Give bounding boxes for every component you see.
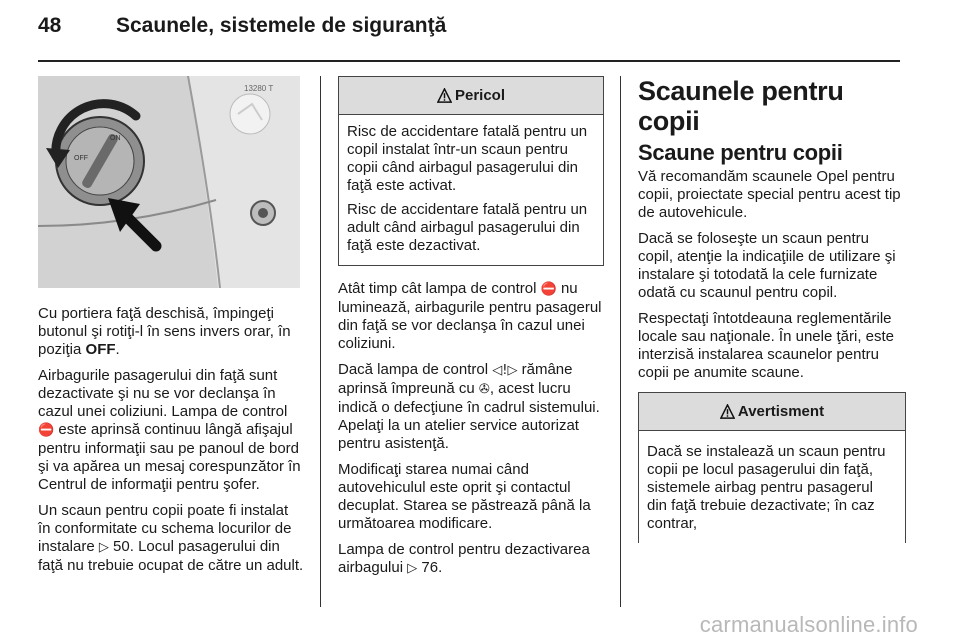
warning-triangle-icon	[720, 404, 735, 419]
illustration-code: 13280 T	[244, 84, 274, 93]
subsection-heading: Scaune pentru copii	[638, 140, 843, 165]
danger-paragraph-2: Risc de accidentare fatală pentru un adult când airbagul pasagerului din faţă este dezactivat.	[347, 201, 588, 254]
warning-box-body	[639, 431, 905, 543]
airbag-off-icon: ⛔	[38, 423, 55, 438]
col3-paragraph-2: Dacă se foloseşte un scaun pentru copil, atenţie la indicaţiile de utilizare şi instalare şi totodată la cele furnizate odată cu scaunul pentru copil.	[638, 230, 896, 301]
column-3	[638, 76, 906, 557]
col2-paragraph-3: Modificaţi starea numai când autovehiculul este oprit şi contactul decuplat. Starea se păstrează până la următoarea modificare.	[338, 461, 591, 532]
danger-box-body	[339, 115, 603, 265]
page-header	[38, 14, 446, 44]
header-rule	[38, 60, 900, 62]
warning-box-header	[639, 393, 905, 431]
page-ref-arrow-icon: ▷	[98, 540, 109, 555]
col2-paragraph-4: Lampa de control pentru dezactivarea airbagului ▷ 76.	[338, 541, 590, 576]
danger-box	[338, 76, 604, 266]
col1-paragraph-1: Cu portiera faţă deschisă, împingeţi butonul şi rotiţi-l în sens invers orar, în poziţia OFF.	[38, 305, 291, 358]
danger-paragraph-1: Risc de accidentare fatală pentru un copil instalat într-un scaun pentru copii când airbagul pasagerului din faţă este activat.	[347, 123, 588, 194]
off-position-label: OFF	[85, 341, 116, 358]
col3-paragraph-3: Respectaţi întotdeauna reglementările locale sau naţionale. În unele ţări, este interzisă instalarea scaunelor pentru copii pe anumite scaune.	[638, 310, 895, 381]
airbag-off-icon: ⛔	[540, 282, 557, 297]
col1-paragraph-3: Un scaun pentru copii poate fi instalat în conformitate cu schema locurilor de instalare ▷ 50. Locul pasagerului din faţă nu trebuie ocupat de către un adult.	[38, 502, 304, 574]
page-ref-arrow-icon: ▷	[407, 561, 418, 576]
page-number: 48	[38, 14, 62, 37]
page-ref-link[interactable]: 50	[113, 538, 130, 555]
col2-paragraph-2: Dacă lampa de control ◁!▷ rămâne aprinsă împreună cu ✇, acest lucru indică o defecţiune în cadrul sistemului. Apelaţi la un atelier service autorizat pentru asistenţă.	[338, 361, 600, 452]
warning-triangle-icon	[437, 88, 452, 103]
watermark: carmanualsonline.info	[699, 612, 918, 637]
airbag-person-icon: ✇	[478, 382, 490, 397]
airbag-switch-illustration	[38, 76, 300, 288]
switch-off-label: OFF	[74, 155, 88, 162]
warning-paragraph-1: Dacă se instalează un scaun pentru copii pe locul pasagerului din faţă, sistemele airbag pentru pasagerul din faţă trebuie dezactivate; în caz contrar,	[647, 443, 886, 532]
column-divider-2	[620, 76, 621, 607]
key-switch-drawing	[38, 76, 300, 288]
warning-lamp-icon: ◁!▷	[492, 363, 518, 378]
column-divider-1	[320, 76, 321, 607]
col2-paragraph-1: Atât timp cât lampa de control ⛔ nu luminează, airbagurile pentru pasagerul din faţă se vor declanşa în cazul unei coliziuni.	[338, 280, 602, 352]
column-1	[38, 76, 304, 583]
column-2	[338, 76, 604, 586]
section-heading: Scaunele pentru copii	[638, 76, 844, 136]
col3-paragraph-1: Vă recomandăm scaunele Opel pentru copii, proiectate special pentru acest tip de autovehicule.	[638, 168, 901, 221]
chapter-title: Scaunele, sistemele de siguranţă	[116, 14, 447, 37]
danger-box-header	[339, 77, 603, 115]
danger-box-title: Pericol	[454, 86, 506, 104]
col1-paragraph-2: Airbagurile pasagerului din faţă sunt dezactivate şi nu se vor declanşa în cazul unei coliziuni. Lampa de control ⛔ este aprinsă continuu lângă afişajul pentru informaţii sau pe panoul de bord şi va apărea un mesaj corespunzător în Centrul de informaţii pentru şofer.	[38, 367, 301, 493]
warning-box	[638, 392, 906, 543]
switch-on-label: ON	[110, 135, 121, 142]
warning-box-title: Avertisment	[737, 402, 825, 420]
page-ref-link[interactable]: 76	[421, 559, 439, 576]
